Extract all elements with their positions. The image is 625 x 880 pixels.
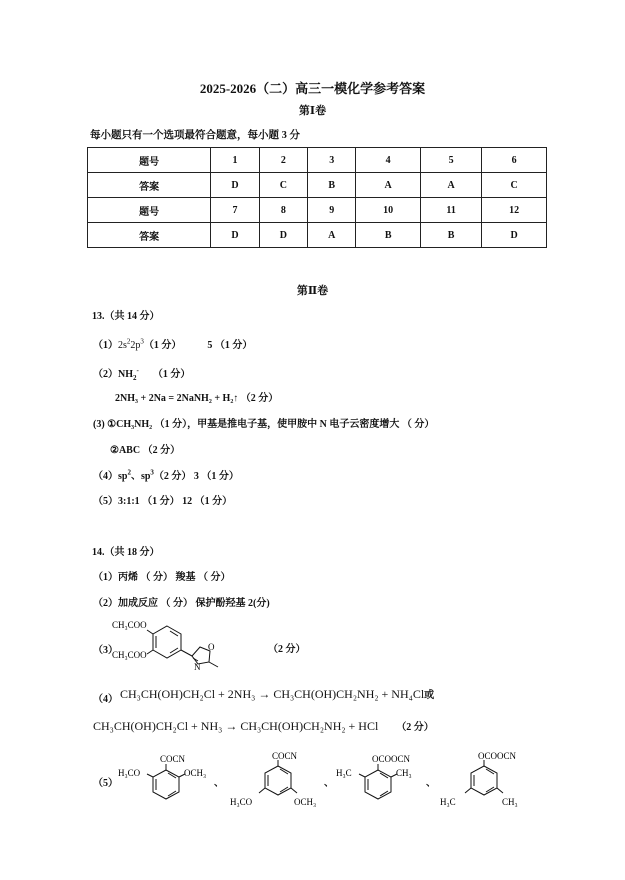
table-cell: B	[356, 223, 421, 248]
isomer-1-right-group: OCH₃	[184, 768, 206, 778]
isomer-4-left-group: H₃C	[440, 797, 456, 807]
isomer-structure-4	[436, 750, 536, 810]
table-row	[88, 198, 547, 223]
isomer-3-drawing	[336, 752, 426, 808]
isomer-structure-3	[336, 752, 426, 808]
part-one-heading: 第Ⅰ卷	[298, 105, 327, 117]
q14-part1: （1）丙烯 （ 分） 羧基 （ 分）	[93, 572, 231, 583]
isomer-3-right-group: CH₃	[396, 768, 412, 778]
isomer-4-right-group: CH₃	[502, 797, 518, 807]
q13-part4: $(4)sp^2$、$sp^3(2$ 分） 3 （1 分）	[93, 468, 239, 482]
q13-part3-answer2: ②ABC （2 分）	[110, 445, 181, 456]
q14-part3-score: （2 分）	[268, 644, 306, 655]
table-cell: D	[259, 223, 307, 248]
table-cell: D	[482, 223, 547, 248]
isomer-3-top-group: OCOOCN	[372, 754, 411, 764]
q13-heading: 13.（共 14 分）	[92, 311, 160, 322]
table-cell: B	[308, 173, 356, 198]
oxazole-acetate-top: CH₃COO	[112, 620, 147, 630]
q13-equation: 2NH₃ + 2Na = 2NaNH₂ + H₂↑ （2 分）	[115, 393, 279, 404]
table-cell: 2	[259, 148, 307, 173]
separator: 、	[214, 778, 224, 789]
oxazole-acetate-bottom: CH₃COO	[112, 650, 147, 660]
q13-part1: $(1)2s^22p^3(1$ 分） 5 （1 分）	[93, 337, 253, 351]
table-cell: D	[211, 173, 259, 198]
table-cell: 4	[356, 148, 421, 173]
table-cell: 题号	[88, 148, 211, 173]
scoring-note: 每小题只有一个选项最符合题意，每小题 3 分	[90, 130, 300, 141]
answer-table	[87, 147, 547, 248]
separator: 、	[426, 778, 436, 789]
oxazole-structure	[112, 614, 252, 670]
table-row	[88, 223, 547, 248]
isomer-structure-2	[228, 750, 324, 810]
part-two-heading: 第Ⅱ卷	[296, 285, 329, 297]
q14-part4-label: （4）	[93, 694, 118, 705]
table-cell: 10	[356, 198, 421, 223]
table-cell: A	[308, 223, 356, 248]
table-row	[88, 173, 547, 198]
oxazole-structure-drawing	[112, 614, 252, 670]
q13-part5: （5）3:1:1 （1 分） 12 （1 分）	[93, 496, 233, 507]
table-cell: 答案	[88, 173, 211, 198]
q14-part5-label: （5）	[93, 778, 118, 789]
table-cell: A	[420, 173, 481, 198]
isomer-2-right-group: OCH₃	[294, 797, 317, 807]
q14-equation-2: CH₃CH(OH)CH₂Cl + NH₃ → CH₃CH(OH)CH₂NH₂ + HCl （2 分）	[93, 719, 434, 733]
isomer-2-top-group: COCN	[272, 751, 298, 761]
separator: 、	[324, 778, 334, 789]
isomer-2-drawing	[228, 750, 324, 810]
isomer-structure-1	[116, 752, 206, 808]
isomer-4-top-group: OCOOCN	[478, 751, 517, 761]
table-cell: 1	[211, 148, 259, 173]
table-cell: 7	[211, 198, 259, 223]
table-cell: 答案	[88, 223, 211, 248]
table-cell: 9	[308, 198, 356, 223]
table-cell: D	[211, 223, 259, 248]
table-cell: C	[482, 173, 547, 198]
isomer-4-drawing	[436, 750, 536, 810]
table-cell: A	[356, 173, 421, 198]
isomer-3-left-group: H₃C	[336, 768, 352, 778]
q14-heading: 14.（共 18 分）	[92, 547, 160, 558]
q13-part3: (3) ①CH₃NH₂ （1 分），甲基是推电子基，使甲胺中 N 电子云密度增大 （ 分）	[93, 419, 435, 430]
table-cell: 11	[420, 198, 481, 223]
q13-part2: $(2)NH_2^-$ （1 分）	[93, 366, 191, 382]
table-cell: 12	[482, 198, 547, 223]
oxazole-oxygen: O	[208, 642, 215, 652]
isomer-2-left-group: H₃CO	[230, 797, 253, 807]
table-cell: B	[420, 223, 481, 248]
table-row	[88, 148, 547, 173]
table-cell: 3	[308, 148, 356, 173]
table-cell: 5	[420, 148, 481, 173]
oxazole-nitrogen: N	[194, 662, 201, 670]
q14-equation-1: CH₃CH(OH)CH₂Cl + 2NH₃ → CH₃CH(OH)CH₂NH₂ + NH₄Cl或	[120, 687, 435, 701]
table-cell: 题号	[88, 198, 211, 223]
table-cell: 6	[482, 148, 547, 173]
q14-part2: （2）加成反应 （ 分） 保护酚羟基 2(分)	[93, 598, 270, 609]
isomer-1-top-group: COCN	[160, 754, 186, 764]
page-title: 2025-2026（二）高三一模化学参考答案	[199, 81, 426, 96]
q14-part3-label: （3）	[93, 645, 118, 656]
isomer-1-drawing	[116, 752, 206, 808]
isomer-1-left-group: H₃CO	[118, 768, 141, 778]
table-cell: C	[259, 173, 307, 198]
table-cell: 8	[259, 198, 307, 223]
